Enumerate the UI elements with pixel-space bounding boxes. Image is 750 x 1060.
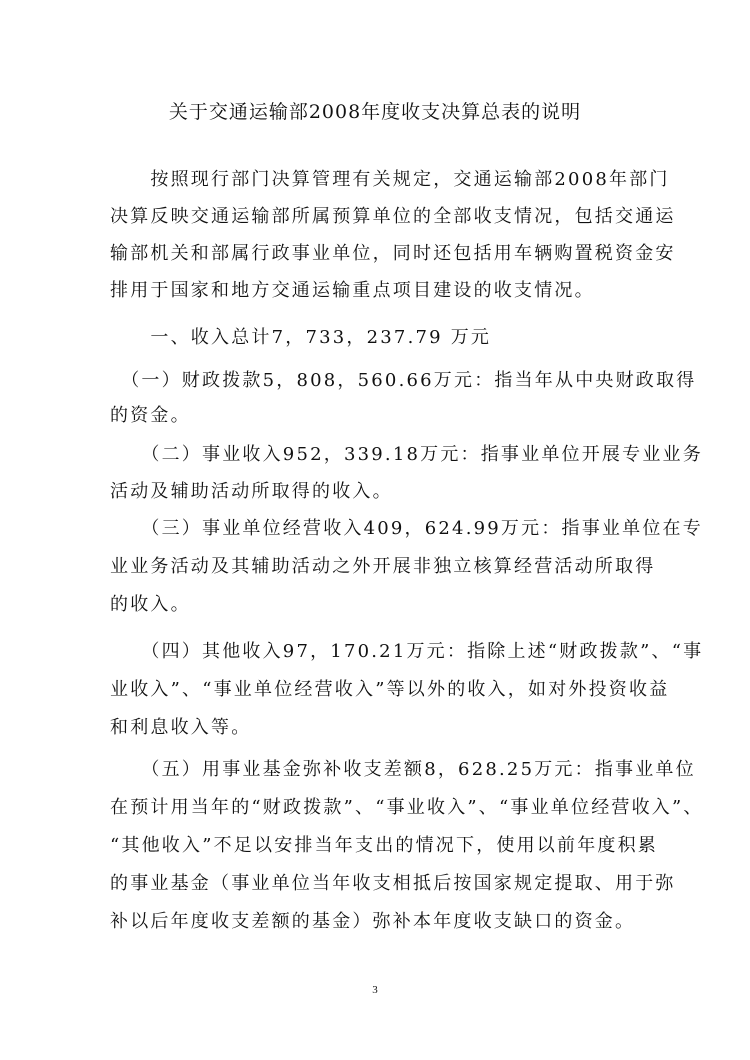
paragraph-line: 活动及辅助活动所取得的收入。 bbox=[110, 481, 393, 502]
paragraph-line: 决算反映交通运输部所属预算单位的全部收支情况，包括交通运 bbox=[110, 206, 676, 227]
paragraph-line: 在预计用当年的“财政拨款”、“事业收入”、“事业单位经营收入”、 bbox=[110, 797, 704, 818]
paragraph-line: （三）事业单位经营收入409，624.99万元：指事业单位在专 bbox=[110, 518, 703, 539]
page-number: 3 bbox=[372, 984, 378, 996]
paragraph-line: 业收入”、“事业单位经营收入”等以外的收入，如对外投资收益 bbox=[110, 679, 670, 700]
paragraph-line: 补以后年度收支差额的基金）弥补本年度收支缺口的资金。 bbox=[110, 911, 636, 932]
paragraph-line: 排用于国家和地方交通运输重点项目建设的收支情况。 bbox=[110, 280, 595, 301]
paragraph-line: （一）财政拨款5，808，560.66万元：指当年从中央财政取得 bbox=[110, 370, 697, 391]
paragraph-line: “其他收入”不足以安排当年支出的情况下，使用以前年度积累 bbox=[110, 835, 659, 856]
paragraph-line: （二）事业收入952，339.18万元：指事业单位开展专业业务 bbox=[110, 444, 703, 465]
paragraph-line: 的收入。 bbox=[110, 594, 191, 615]
paragraph-line: （五）用事业基金弥补收支差额8，628.25万元：指事业单位 bbox=[110, 759, 696, 780]
paragraph-line: 输部机关和部属行政事业单位，同时还包括用车辆购置税资金安 bbox=[110, 243, 676, 264]
paragraph-line: 的事业基金（事业单位当年收支相抵后按国家规定提取、用于弥 bbox=[110, 873, 676, 894]
paragraph-line: 业业务活动及其辅助活动之外开展非独立核算经营活动所取得 bbox=[110, 556, 656, 577]
section-heading: 一、收入总计7，733，237.79 万元 bbox=[110, 327, 492, 348]
document-title: 关于交通运输部2008年度收支决算总表的说明 bbox=[168, 101, 582, 123]
paragraph-line: 按照现行部门决算管理有关规定，交通运输部2008年部门 bbox=[110, 169, 670, 190]
paragraph-line: （四）其他收入97，170.21万元：指除上述“财政拨款”、“事 bbox=[110, 641, 704, 662]
paragraph-line: 的资金。 bbox=[110, 405, 191, 426]
paragraph-line: 和利息收入等。 bbox=[110, 717, 252, 738]
